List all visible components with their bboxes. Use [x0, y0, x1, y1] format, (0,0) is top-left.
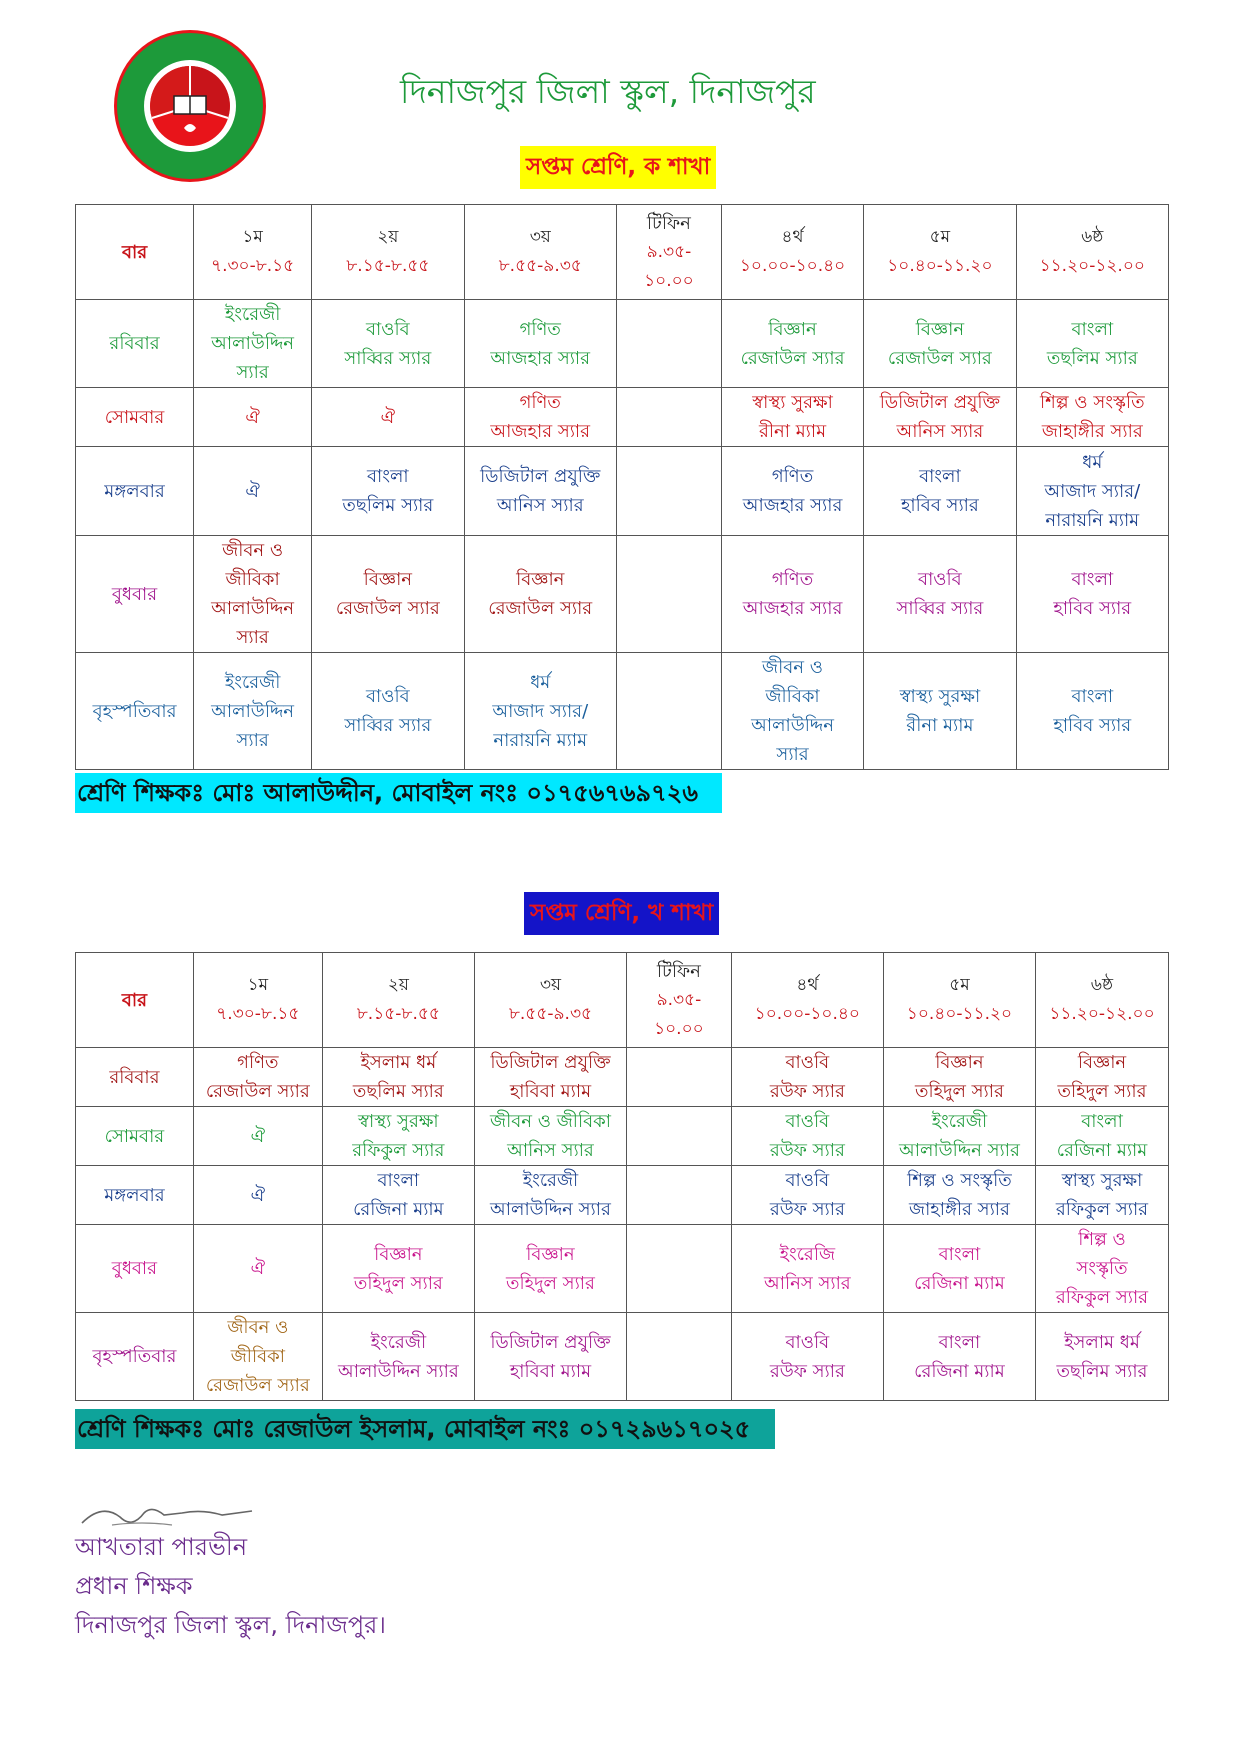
- day-name: বৃহস্পতিবার: [76, 653, 194, 770]
- period-label: ৬ষ্ঠ: [1090, 975, 1114, 995]
- period-label: ৪র্থ: [796, 975, 819, 995]
- subject-cell: [322, 1313, 474, 1401]
- teacher-name: আলাউদ্দিন স্যার: [337, 1360, 459, 1382]
- teacher-name: আলাউদ্দিন: [211, 700, 295, 722]
- subject-name: বিজ্ঞান: [768, 318, 817, 340]
- table-row: [76, 300, 1169, 388]
- subject-name: ইংরেজী: [522, 1170, 579, 1191]
- teacher-name: হাবিবা ম্যাম: [509, 1360, 592, 1382]
- routine-table-a: [75, 204, 1169, 770]
- teacher-name: তছলিম স্যার: [1056, 1360, 1148, 1382]
- subject-cell: [322, 1048, 474, 1107]
- subject-name: গণিত: [519, 318, 561, 340]
- period-label: ৩য়: [529, 227, 551, 247]
- subject-cell: [474, 1166, 626, 1225]
- subject-cell: [312, 300, 464, 388]
- teacher-name: রউফ স্যার: [769, 1199, 845, 1220]
- day-name: মঙ্গলবার: [76, 447, 194, 536]
- teacher-name: রেজিনা ম্যাম: [914, 1360, 1005, 1382]
- teacher-name: রফিকুল স্যার: [1055, 1199, 1149, 1220]
- subject-cell: [474, 1107, 626, 1166]
- subject-name: ঐ: [380, 406, 396, 428]
- teacher-name: রেজিনা ম্যাম: [353, 1199, 444, 1220]
- teacher-name: হাবিব স্যার: [1053, 598, 1132, 619]
- teacher-name: আজহার স্যার: [742, 495, 843, 516]
- subject-name: শিল্প ও সংস্কৃতি: [907, 1170, 1012, 1191]
- period-time: ৮.১৫-৮.৫৫: [356, 1004, 440, 1024]
- teacher-name: জীবিকা: [765, 686, 820, 707]
- signatory-name: আখতারা পারভীন: [75, 1533, 248, 1561]
- teacher-name: রেজাউল স্যার: [488, 598, 593, 619]
- subject-cell: [194, 447, 312, 536]
- subject-cell: [312, 447, 464, 536]
- subject-name: বাওবি: [785, 1052, 830, 1073]
- period-label: ২য়: [387, 975, 409, 995]
- subject-cell: [721, 447, 863, 536]
- teacher-name: রফিকুল স্যার: [352, 1140, 445, 1161]
- subject-name: গণিত: [771, 466, 814, 487]
- subject-cell: [194, 300, 312, 388]
- tiffin-cell: [616, 536, 721, 653]
- subject-name: শিল্প ও: [1078, 1229, 1126, 1250]
- subject-name: স্বাস্থ্য সুরক্ষা: [358, 1111, 439, 1132]
- subject-cell: [731, 1107, 883, 1166]
- subject-name: বিজ্ঞান: [516, 569, 565, 590]
- period-time: ৮.৫৫-৯.৩৫: [508, 1004, 593, 1024]
- day-name: রবিবার: [76, 300, 194, 388]
- teacher-name: রউফ স্যার: [769, 1081, 845, 1102]
- subject-cell: [312, 653, 464, 770]
- period-header: [1036, 953, 1169, 1048]
- day-name: সোমবার: [76, 388, 194, 447]
- teacher-name: জীবিকা: [230, 1346, 285, 1367]
- period-time: ১১.২০-১২.০০: [1039, 256, 1145, 276]
- tiffin-time: ৯.৩৫-: [646, 241, 692, 262]
- period-header: [194, 205, 312, 300]
- day-column-header: বার: [76, 205, 194, 300]
- subject-name: ইংরেজী: [224, 304, 281, 325]
- subject-name: ইংরেজী: [224, 671, 281, 693]
- subject-name: স্বাস্থ্য সুরক্ষা: [899, 686, 981, 707]
- subject-cell: [474, 1225, 626, 1313]
- period-time: ১০.০০-১০.৪০: [739, 256, 846, 276]
- table-row: [76, 653, 1169, 770]
- tiffin-cell: [616, 653, 721, 770]
- subject-name: ডিজিটাল প্রযুক্তি: [480, 466, 601, 487]
- teacher-name: তছলিম স্যার: [342, 495, 434, 516]
- subject-cell: [731, 1048, 883, 1107]
- table-row: [76, 1107, 1169, 1166]
- day-column-header: বার: [76, 953, 194, 1048]
- teacher-name: স্যার: [236, 729, 269, 751]
- tiffin-time: ১০.০০: [654, 1018, 704, 1039]
- period-header: [864, 205, 1016, 300]
- tiffin-cell: [627, 1313, 732, 1401]
- header-row: [76, 953, 1169, 1048]
- period-header: [312, 205, 464, 300]
- teacher-name: হাবিব স্যার: [1053, 715, 1132, 736]
- teacher-name: আজহার স্যার: [742, 598, 843, 619]
- subject-cell: [883, 1225, 1035, 1313]
- teacher-name: সাব্বির স্যার: [344, 715, 432, 736]
- subject-name: জীবন ও: [222, 540, 284, 561]
- subject-name: বিজ্ঞান: [374, 1243, 423, 1265]
- subject-name: ঐ: [250, 1125, 266, 1147]
- subject-name: বাংলা: [1081, 1111, 1123, 1132]
- teacher-name: রেজাউল স্যার: [205, 1081, 310, 1102]
- subject-cell: [464, 388, 616, 447]
- teacher-name: আজহার স্যার: [490, 347, 591, 369]
- subject-name: স্বাস্থ্য সুরক্ষা: [752, 392, 833, 413]
- subject-cell: [1036, 1107, 1169, 1166]
- period-time: ৮.৫৫-৯.৩৫: [498, 256, 582, 276]
- teacher-name: তহিদুল স্যার: [505, 1272, 595, 1294]
- signatory-institution: দিনাজপুর জিলা স্কুল, দিনাজপুর।: [75, 1611, 386, 1639]
- subject-name: বাংলা: [938, 1243, 981, 1265]
- period-time: ৭.৩০-৮.১৫: [216, 1004, 300, 1024]
- subject-name: বিজ্ঞান: [363, 569, 413, 590]
- period-label: ৬ষ্ঠ: [1081, 227, 1104, 247]
- subject-cell: [721, 536, 863, 653]
- teacher-name: আজাদ স্যার/: [492, 700, 589, 722]
- teacher-name: জাহাঙ্গীর স্যার: [908, 1199, 1010, 1220]
- teacher-name: হাবিব স্যার: [900, 495, 979, 516]
- period-header: [731, 953, 883, 1048]
- subject-cell: [1036, 1166, 1169, 1225]
- subject-cell: [1016, 653, 1168, 770]
- subject-name: বাওবি: [785, 1331, 830, 1353]
- teacher-name: আলাউদ্দিন: [751, 715, 834, 736]
- subject-name: ডিজিটাল প্রযুক্তি: [490, 1052, 611, 1073]
- subject-cell: [194, 388, 312, 447]
- teacher-name: সাব্বির স্যার: [344, 347, 432, 369]
- subject-name: বিজ্ঞান: [526, 1243, 575, 1265]
- subject-cell: [721, 388, 863, 447]
- subject-cell: [464, 653, 616, 770]
- teacher-name: রেজাউল স্যার: [205, 1375, 310, 1396]
- subject-name: জীবন ও: [227, 1317, 289, 1338]
- teacher-name: রীনা ম্যাম: [758, 421, 827, 442]
- subject-name: ঐ: [245, 480, 260, 502]
- subject-name: ইসলাম ধর্ম: [1064, 1331, 1140, 1353]
- period-time: ১০.৪০-১১.২০: [906, 1004, 1013, 1024]
- teacher-name: তছলিম স্যার: [1046, 347, 1138, 369]
- teacher-name: আনিস স্যার: [763, 1272, 851, 1294]
- teacher-name: স্যার: [236, 627, 269, 648]
- subject-cell: [1016, 388, 1168, 447]
- period-header: [721, 205, 863, 300]
- period-label: ৫ম: [929, 227, 951, 247]
- signatory-designation: প্রধান শিক্ষক: [75, 1572, 193, 1600]
- subject-name: বাংলা: [1071, 318, 1114, 340]
- period-time: ১০.০০-১০.৪০: [754, 1004, 860, 1024]
- header-row: [76, 205, 1169, 300]
- tiffin-cell: [616, 388, 721, 447]
- period-time: ১০.৪০-১১.২০: [887, 256, 993, 276]
- tiffin-time: ১০.০০: [644, 270, 694, 291]
- table-row: [76, 447, 1169, 536]
- subject-cell: [731, 1313, 883, 1401]
- subject-name: ডিজিটাল প্রযুক্তি: [879, 392, 1001, 413]
- subject-name: ইসলাম ধর্ম: [360, 1052, 437, 1073]
- subject-name: বাওবি: [785, 1170, 830, 1191]
- teacher-name: জীবিকা: [225, 569, 280, 590]
- teacher-name: তহিদুল স্যার: [1057, 1081, 1147, 1102]
- tiffin-label: টিফিন: [646, 212, 691, 234]
- tiffin-cell: [616, 447, 721, 536]
- subject-cell: [721, 300, 863, 388]
- subject-name: ধর্ম: [1082, 451, 1103, 473]
- period-header: [474, 953, 626, 1048]
- period-header: [322, 953, 474, 1048]
- subject-cell: [864, 300, 1016, 388]
- period-label: ৫ম: [949, 975, 970, 995]
- section-a-title: সপ্তম শ্রেণি, ক শাখা: [520, 146, 716, 189]
- period-header: [464, 205, 616, 300]
- tiffin-header: [616, 205, 721, 300]
- teacher-name: নারায়নি ম্যাম: [1045, 509, 1140, 531]
- teacher-name: রীনা ম্যাম: [906, 715, 974, 736]
- period-label: ২য়: [377, 227, 399, 247]
- period-time: ৭.৩০-৮.১৫: [211, 256, 295, 276]
- table-row: [76, 536, 1169, 653]
- subject-cell: [864, 536, 1016, 653]
- signatory-block: [75, 1528, 386, 1645]
- subject-name: বাওবি: [366, 686, 410, 707]
- period-header: [1016, 205, 1168, 300]
- period-label: ৪র্থ: [781, 227, 804, 247]
- subject-name: ইংরেজী: [931, 1111, 988, 1132]
- routine-table-b: [75, 952, 1169, 1401]
- subject-cell: [883, 1048, 1035, 1107]
- day-name: বৃহস্পতিবার: [76, 1313, 194, 1401]
- teacher-name: তছলিম স্যার: [352, 1081, 444, 1102]
- teacher-name: আলাউদ্দিন: [211, 598, 295, 619]
- subject-name: বাংলা: [919, 466, 961, 487]
- teacher-name: আজহার স্যার: [490, 421, 591, 442]
- subject-name: শিল্প ও সংস্কৃতি: [1039, 392, 1145, 413]
- subject-cell: [474, 1048, 626, 1107]
- subject-name: বাওবি: [785, 1111, 830, 1132]
- subject-cell: [193, 1166, 322, 1225]
- teacher-name: তহিদুল স্যার: [914, 1081, 1004, 1102]
- subject-cell: [1036, 1225, 1169, 1313]
- subject-cell: [883, 1313, 1035, 1401]
- subject-name: বাংলা: [377, 1170, 420, 1191]
- subject-cell: [721, 653, 863, 770]
- teacher-name: রউফ স্যার: [769, 1360, 845, 1382]
- teacher-name: আলাউদ্দিন: [211, 333, 295, 354]
- day-name: বুধবার: [76, 536, 194, 653]
- tiffin-cell: [627, 1048, 732, 1107]
- table-row: [76, 1048, 1169, 1107]
- table-row: [76, 1166, 1169, 1225]
- period-label: ৩য়: [539, 975, 561, 995]
- subject-name: জীবন ও: [762, 657, 824, 678]
- subject-name: বিজ্ঞান: [935, 1052, 984, 1073]
- subject-name: বিজ্ঞান: [915, 318, 965, 340]
- subject-cell: [1016, 300, 1168, 388]
- teacher-name: স্যার: [776, 744, 809, 765]
- teacher-name: আনিস স্যার: [507, 1140, 594, 1161]
- day-name: বুধবার: [76, 1225, 194, 1313]
- section-b-title: সপ্তম শ্রেণি, খ শাখা: [524, 892, 719, 935]
- teacher-name: সাব্বির স্যার: [896, 598, 984, 619]
- teacher-name: স্যার: [236, 362, 269, 383]
- subject-cell: [1036, 1048, 1169, 1107]
- tiffin-cell: [627, 1225, 732, 1313]
- table-row: [76, 1225, 1169, 1313]
- teacher-name: রেজাউল স্যার: [335, 598, 440, 619]
- table-row: [76, 1313, 1169, 1401]
- subject-cell: [464, 447, 616, 536]
- subject-cell: [864, 653, 1016, 770]
- day-name: রবিবার: [76, 1048, 194, 1107]
- subject-name: ঐ: [250, 1184, 266, 1206]
- subject-cell: [731, 1166, 883, 1225]
- subject-cell: [193, 1107, 322, 1166]
- subject-name: গণিত: [519, 392, 561, 413]
- period-header: [883, 953, 1035, 1048]
- school-name-heading: দিনাজপুর জিলা স্কুল, দিনাজপুর: [400, 72, 816, 111]
- subject-name: বাংলা: [1071, 569, 1114, 590]
- teacher-name: আলাউদ্দিন স্যার: [899, 1140, 1020, 1161]
- subject-name: জীবন ও জীবিকা: [489, 1111, 611, 1132]
- subject-cell: [322, 1225, 474, 1313]
- subject-name: বাংলা: [367, 466, 409, 487]
- subject-cell: [883, 1166, 1035, 1225]
- subject-name: গণিত: [237, 1052, 279, 1073]
- teacher-name: রেজাউল স্যার: [887, 347, 992, 369]
- subject-name: ইংরেজি: [779, 1243, 836, 1265]
- subject-cell: [193, 1225, 322, 1313]
- tiffin-cell: [627, 1166, 732, 1225]
- teacher-name: আনিস স্যার: [896, 421, 984, 442]
- period-time: ৮.১৫-৮.৫৫: [346, 256, 430, 276]
- subject-cell: [1036, 1313, 1169, 1401]
- teacher-name: রেজাউল স্যার: [740, 347, 845, 369]
- class-teacher-b: শ্রেণি শিক্ষকঃ মোঃ রেজাউল ইসলাম, মোবাইল নংঃ ০১৭২৯৬১৭০২৫: [75, 1409, 775, 1449]
- subject-name: বাংলা: [938, 1331, 981, 1353]
- teacher-name: নারায়নি ম্যাম: [493, 729, 588, 751]
- subject-name: বাওবি: [366, 318, 410, 340]
- tiffin-label: টিফিন: [656, 960, 701, 982]
- table-row: [76, 388, 1169, 447]
- teacher-name: রেজিনা ম্যাম: [914, 1272, 1005, 1294]
- teacher-name: আজাদ স্যার/: [1044, 480, 1141, 502]
- day-name: সোমবার: [76, 1107, 194, 1166]
- subject-name: বিজ্ঞান: [1077, 1052, 1127, 1073]
- subject-name: বাওবি: [918, 569, 962, 590]
- subject-name: ঐ: [250, 1258, 266, 1279]
- tiffin-time: ৯.৩৫-: [656, 989, 702, 1010]
- subject-cell: [312, 388, 464, 447]
- period-time: ১১.২০-১২.০০: [1049, 1004, 1155, 1024]
- subject-cell: [464, 300, 616, 388]
- teacher-name: রফিকুল স্যার: [1055, 1287, 1149, 1308]
- period-header: [193, 953, 322, 1048]
- subject-cell: [322, 1166, 474, 1225]
- subject-cell: [731, 1225, 883, 1313]
- teacher-name: আনিস স্যার: [496, 495, 584, 516]
- subject-cell: [194, 536, 312, 653]
- teacher-name: রউফ স্যার: [769, 1140, 845, 1161]
- subject-name: বাংলা: [1071, 686, 1114, 707]
- tiffin-cell: [627, 1107, 732, 1166]
- subject-cell: [322, 1107, 474, 1166]
- period-label: ১ম: [242, 227, 263, 247]
- subject-cell: [1016, 447, 1168, 536]
- teacher-name: আলাউদ্দিন স্যার: [490, 1199, 611, 1220]
- subject-name: ধর্ম: [530, 671, 551, 693]
- teacher-name: হাবিবা ম্যাম: [509, 1081, 592, 1102]
- subject-cell: [864, 447, 1016, 536]
- subject-cell: [193, 1048, 322, 1107]
- subject-cell: [312, 536, 464, 653]
- subject-cell: [1016, 536, 1168, 653]
- subject-name: ঐ: [245, 406, 260, 428]
- subject-cell: [474, 1313, 626, 1401]
- period-label: ১ম: [247, 975, 269, 995]
- subject-cell: [464, 536, 616, 653]
- school-logo: [112, 28, 268, 184]
- subject-cell: [864, 388, 1016, 447]
- teacher-name: রেজিনা ম্যাম: [1056, 1140, 1148, 1161]
- subject-name: গণিত: [771, 569, 814, 590]
- subject-cell: [883, 1107, 1035, 1166]
- teacher-name: সংস্কৃতি: [1076, 1258, 1128, 1279]
- teacher-name: জাহাঙ্গীর স্যার: [1041, 421, 1143, 442]
- subject-cell: [193, 1313, 322, 1401]
- teacher-name: তহিদুল স্যার: [353, 1272, 443, 1294]
- subject-name: ডিজিটাল প্রযুক্তি: [490, 1331, 611, 1353]
- subject-cell: [194, 653, 312, 770]
- subject-name: স্বাস্থ্য সুরক্ষা: [1061, 1170, 1143, 1191]
- tiffin-cell: [616, 300, 721, 388]
- subject-name: ইংরেজী: [370, 1331, 427, 1353]
- class-teacher-a: শ্রেণি শিক্ষকঃ মোঃ আলাউদ্দীন, মোবাইল নংঃ ০১৭৫৬৭৬৯৭২৬: [75, 773, 722, 813]
- day-name: মঙ্গলবার: [76, 1166, 194, 1225]
- tiffin-header: [627, 953, 732, 1048]
